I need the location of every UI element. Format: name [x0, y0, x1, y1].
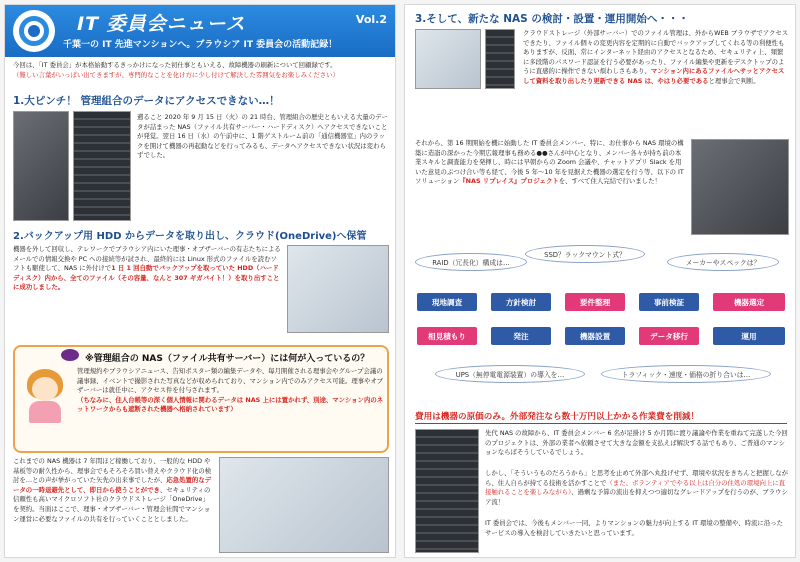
- flow-step-10: 運用: [713, 327, 785, 345]
- right-page: [404, 4, 796, 558]
- flow-step-1: 現地調査: [417, 293, 477, 311]
- section2-text: 機器を外して回収し、テレワークでブラウシア内にいた理事・オブザーバーの有志たちによるメールでの情報交換や PC への接続等が試され、最終的には Linux 形式のファイルを読むソフトも駆使して、NAS に外付けで1 日 1 回自動でバックアップを取っていた HDD（ハードディスク）内から、全てのファイル（その容量、なんと 307 ギガバイト！）を取り出すことに成功しました。: [13, 245, 281, 292]
- nas-installation-photo: [691, 139, 789, 235]
- nas-contents-callout: [13, 345, 389, 453]
- pc-connection-photo: [287, 245, 389, 333]
- callout-text: 管理規約やブラウシアニュース、告知ポスター類の編集データや、毎月開催される理事会やグループ会議の議事録、イベントで撮影された写真などが収められており、マンション内でのみアクセス可能。理事やオブザーバーは就任中に、アクセス件を付与されます。 （ちなみに、住人台帳等の深く個人情報に関わるデータは NAS 上には置かれず、別途、マンション内のネットワークからも遮断された機器へ格納されています）: [77, 367, 384, 414]
- intro-text: 今回は、「IT 委員会」が本格始動するきっかけになった初仕事ともいえる、故障機器の刷新について回顧録です。 （難しい言葉がいっぱい出てきますが、専門的なことを化け方に少し付けて解決した雰囲気をお楽しみください）: [13, 61, 339, 79]
- flow-step-4: 事前検証: [639, 293, 699, 311]
- flow-step-7: 発注: [491, 327, 551, 345]
- server-rack-photo: [415, 429, 479, 553]
- volume-label: Vol.2: [355, 13, 387, 26]
- onedrive-screenshot: [219, 457, 389, 553]
- ups-bubble: UPS（無停電電源装置）の導入を…: [435, 365, 585, 383]
- section3-heading: 3.そして、新たな NAS の検討・設置・運用開始へ・・・: [415, 13, 689, 25]
- rack-photo: [73, 111, 131, 221]
- newsletter-banner: [5, 5, 396, 57]
- network-illustration: [415, 29, 481, 89]
- ssd-bubble: SSD？ラックマウント式？: [525, 245, 645, 263]
- flow-step-9: データ移行: [639, 327, 699, 345]
- callout-title: ※管理組合の NAS（ファイル共有サーバー）には何が入っているの？: [85, 354, 370, 364]
- maker-bubble: メーカーやスペックは？: [667, 253, 779, 271]
- section3-text1: クラウドストレージ（外部サーバー）でのファイル管理は、外からWEB ブラウザでアクセスできたり、ファイル個々の変更内容を定期的に自動でバックアップしてくれる等の利便性もありますが、反面、常にインターネット経由のアクセスとなるため、セキュリティ上、頻繁に多段階のパスワード認証を行う必要があったり、ファイル編集や更新をデスクトップのように直感的に操作できない煩わしさもあり、マンション内にあるファイルへサッとアクセスして資料を取り出したり更新できる NAS は、やはり必要であると理事会で判断。: [523, 29, 789, 85]
- cost-text1: 先代 NAS の故障から、IT 委員会メンバー 6 名が足掛け 5 か月間に渡り議論や作業を重ねて完遂した今回のプロジェクトは、外部の業者へ依頼させて大きな金額を支払えば解決する話でもあり、ご普通のマンションならばそうしているでしょう。: [485, 429, 788, 457]
- character-illustration: [23, 369, 67, 425]
- raid-bubble: RAID（冗長化）構成は…: [415, 253, 527, 271]
- left-page: [4, 4, 396, 558]
- cost-text2: しかし、「そういうものだろうから」と思考を止めて外部へ丸投げせず、環境や状況をきちんと把握しながら、住人自らが持てる技術を活かすことで（また、ボランティアでやる以上は自分の住処の環境向上に直接触れることを楽しみながら）、過剰な予算の流出を抑えつつ適切なグレードアップを行うのが、ブラウシア流！: [485, 469, 789, 506]
- flow-step-5: 機器選定: [713, 293, 785, 311]
- section3-text2: それから、第 16 期開始を機に始動した IT 委員会メンバー、特に、お仕事から NAS 環境の構築に造詣の深かった今期広報理事も務める●●さんが中心となり、メンバー各々が持ち前の本業スキルと調査能力を発揮し、時には早朝からの Zoom 会議や、チャットアプリ Slack を用いた意見のぶつけ合い等も経て、今後 5 年〜10 年を見据えた機器の選定を行う等、以下の IT ソリューション『NAS リプレイス』プロジェクトを、すべて住人完結で行いました！: [415, 139, 684, 186]
- cost-text3: IT 委員会では、今後もメンバー一同、よりマンションの魅力が向上する IT 環境の整備や、時流に沿ったサービスの導入を検討していきたいと思っています。: [485, 519, 783, 537]
- newsletter-title: IT 委員会ニュース: [77, 13, 246, 35]
- traffic-bubble: トラフィック・速度・価格の折り合いは…: [601, 365, 771, 383]
- section1-text: 遡ること 2020 年 9 月 15 日（火）の 21 時台、管理組合の歴史ともいえる大量のデータが詰まった NAS（ファイル共有サーバー・ハードディスク）へアクセスできないことが発覚。翌日 16 日（水）の午前中に、1 階ゲストルーム前の「通信機器室」内のラックを開けて機器の再起動などを行ってみるも、データへアクセスできない状況は変わらずでした。: [137, 113, 388, 160]
- newsletter-subtitle: 千葉一の IT 先進マンションへ。ブラウシア IT 委員会の活動記録！: [63, 40, 338, 50]
- nas-device-illustration: [485, 29, 515, 89]
- cost-heading: 費用は機器の原価のみ。外部発注なら数十万円以上かかる作業費を削減！: [415, 410, 787, 424]
- section2-heading: 2.バックアップ用 HDD からデータを取り出し、クラウド(OneDrive)へ保管: [13, 231, 367, 242]
- section3-left-text: これまでの NAS 機器は 7 年間ほど稼働しており、一般的な HDD や基板等の耐久性から、理事会でもそろそろ買い替えやクラウド化の検討を…との声が挙がっていた矢先の出来事でしたが、応急処置的なデータの一時退避先として、即日から使うことができ、セキュリティの信頼性も高いマイクロソフト社のクラウドストレージ「OneDrive」を契約。当面はここで、理事・オブザーバー・管理会社間でマンション運営に必要なファイルの共有を行っていくこととしました。: [13, 457, 212, 523]
- flow-step-3: 要件整理: [565, 293, 625, 311]
- server-room-photo: [13, 111, 69, 221]
- section1-heading: 1.大ピンチ！ 管理組合のデータにアクセスできない…！: [13, 95, 280, 107]
- flow-step-2: 方針検討: [491, 293, 551, 311]
- flow-step-6: 相見積もり: [417, 327, 477, 345]
- committee-logo-icon: [13, 10, 55, 52]
- eggplant-icon: [61, 349, 79, 361]
- flow-step-8: 機器設置: [565, 327, 625, 345]
